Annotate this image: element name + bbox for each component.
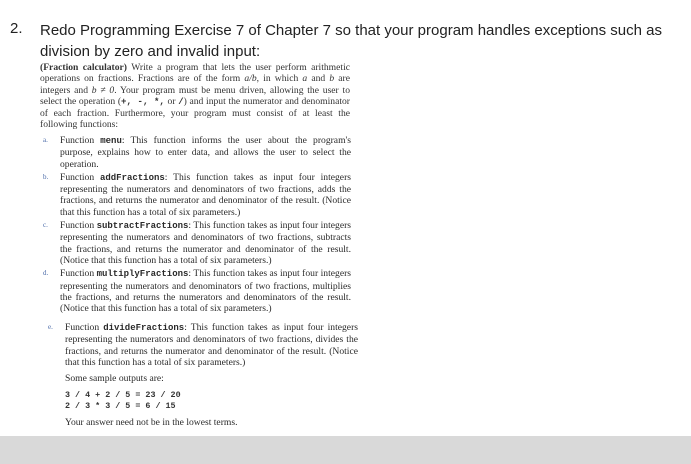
item-prefix: Function (60, 268, 97, 280)
item-text: : This function takes as input four integers representing the numerators and denominators of two fractions, subtracts the fractions, and returns the numerator and denominator of the result. (Notice that this function has a total of six parameters.) (60, 220, 352, 266)
item-prefix: Function (60, 171, 100, 183)
item-text: : This function informs the user about the program's purpose, explains how to enter data, and allows the user to select the operation. (60, 135, 351, 170)
list-item (43, 220, 351, 266)
function-name-subtract: subtractFractions (96, 221, 189, 232)
item-text: : This function takes as input four integers representing the numerators and denominators of two fractions, adds the fractions, and returns the numerator and denominator of the result. (Notice that this function has a total of six parameters.) (60, 171, 351, 218)
var-a: a (302, 73, 308, 85)
bottom-band (0, 436, 691, 464)
item-prefix: Function (60, 135, 101, 146)
item-prefix: Function (65, 322, 104, 333)
sample-line: 2 / 3 * 3 / 5 = 6 / 15 (65, 400, 176, 411)
or-word: or (164, 95, 179, 107)
list-item-divide (48, 322, 358, 429)
nonzero-condition: b ≠ 0 (91, 84, 115, 96)
item-text: : This function takes as input four integers representing the numerators and denominators of two fractions, multiplies the fractions, and returns the numerators and denominators of the result. (Notice that this function has a total of six parameters.) (60, 268, 352, 315)
item-prefix: Function (60, 220, 97, 232)
fraction-form: a/b (244, 73, 257, 85)
intro-part5: ) and input the numerator and denominator of each fraction. Furthermore, your program must consist of at least the following functions: (40, 95, 350, 131)
function-name-add: addFractions (99, 172, 165, 183)
sample-label: Some sample outputs are: (65, 373, 164, 385)
item-body (65, 322, 358, 368)
exercise-heading: (Fraction calculator) (40, 62, 127, 73)
item-letter: e. (48, 323, 53, 331)
item-letter: c. (43, 221, 48, 230)
item-text: : This function takes as input four integers representing the numerators and denominators of two fractions, divides the fractions, and returns the numerator and denominator of the result. (Notice that this function has a total of six parameters.) (65, 322, 358, 368)
list-item (43, 135, 351, 170)
question-number: 2. (10, 20, 23, 37)
intro-part4: . Your program must be menu driven, allowing the user to select the operation ( (40, 84, 350, 107)
and-word: and (307, 73, 330, 85)
intro-part1: Write a program that lets the user perform arithmetic operations on fractions. Fractions are of the form (40, 62, 350, 85)
exercise-intro (40, 62, 350, 131)
sample-line: 3 / 4 + 2 / 5 = 23 / 20 (65, 390, 181, 401)
list-item (43, 268, 351, 314)
function-list (43, 135, 351, 316)
list-item (43, 172, 351, 218)
answer-note: Your answer need not be in the lowest terms. (65, 417, 238, 429)
item-letter: b. (43, 172, 49, 181)
question-title: Redo Programming Exercise 7 of Chapter 7 so that your program handles exceptions such as division by zero and invalid input: (40, 22, 662, 60)
function-name-menu: menu (100, 136, 122, 146)
operator-list: +, -, *, (121, 96, 165, 107)
var-b: b (329, 73, 335, 85)
divide-operator: / (178, 96, 184, 107)
function-name-divide: divideFractions (103, 323, 185, 333)
function-name-multiply: multiplyFractions (96, 269, 189, 280)
item-letter: a. (43, 136, 48, 144)
intro-part2: , in which (256, 73, 303, 85)
item-letter: d. (43, 269, 49, 278)
intro-part3: are integers and (40, 73, 350, 96)
sample-output (65, 390, 358, 411)
